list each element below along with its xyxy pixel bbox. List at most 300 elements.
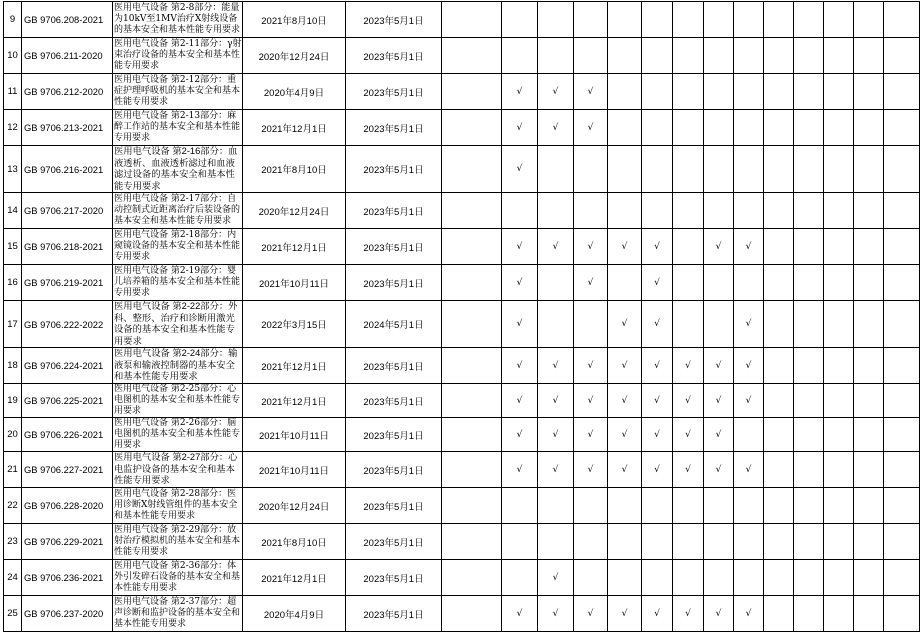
standard-number: GB 9706.216-2021 — [22, 146, 113, 193]
check-cell — [502, 2, 538, 38]
check-cell — [538, 524, 574, 560]
check-cell — [704, 110, 734, 146]
check-cell — [734, 418, 764, 452]
check-mark-icon: √ — [502, 384, 538, 418]
standard-number: GB 9706.208-2021 — [22, 2, 113, 38]
blank-cell — [442, 2, 502, 38]
check-cell — [642, 524, 673, 560]
table-row — [4, 146, 920, 193]
check-mark-icon: √ — [502, 265, 538, 301]
table-row — [4, 301, 920, 348]
standard-number: GB 9706.225-2021 — [22, 384, 113, 418]
check-cell — [854, 301, 884, 348]
standard-name: 医用电气设备 第2-28部分：医用诊断X射线管组件的基本安全和基本性能专用要求 — [113, 488, 243, 524]
check-cell — [642, 38, 673, 74]
table-row — [4, 38, 920, 74]
blank-cell — [442, 301, 502, 348]
check-cell — [794, 2, 824, 38]
check-cell — [794, 193, 824, 229]
check-cell — [704, 193, 734, 229]
check-mark-icon: √ — [502, 110, 538, 146]
check-mark-icon: √ — [704, 229, 734, 265]
check-cell — [642, 488, 673, 524]
check-cell — [884, 524, 920, 560]
table-row — [4, 110, 920, 146]
check-cell — [704, 265, 734, 301]
row-number: 10 — [4, 38, 22, 74]
check-cell — [824, 74, 854, 110]
check-mark-icon: √ — [502, 452, 538, 488]
standard-name: 医用电气设备 第2-11部分：γ射束治疗设备的基本安全和基本性能专用要求 — [113, 38, 243, 74]
check-mark-icon: √ — [538, 452, 574, 488]
check-cell — [502, 193, 538, 229]
issue-date: 2021年12月1日 — [243, 229, 346, 265]
check-mark-icon: √ — [642, 265, 673, 301]
check-cell — [824, 452, 854, 488]
blank-cell — [442, 418, 502, 452]
table-row — [4, 418, 920, 452]
standard-number: GB 9706.226-2021 — [22, 418, 113, 452]
standard-number: GB 9706.213-2021 — [22, 110, 113, 146]
check-cell — [824, 229, 854, 265]
check-cell — [884, 38, 920, 74]
check-cell — [824, 110, 854, 146]
standard-name: 医用电气设备 第2-25部分：心电图机的基本安全和基本性能专用要求 — [113, 384, 243, 418]
check-cell — [574, 193, 608, 229]
check-cell — [734, 560, 764, 596]
table-row — [4, 524, 920, 560]
check-mark-icon: √ — [574, 265, 608, 301]
check-cell — [704, 38, 734, 74]
blank-cell — [442, 193, 502, 229]
check-cell — [794, 524, 824, 560]
check-mark-icon: √ — [574, 229, 608, 265]
standard-name: 医用电气设备 第2-13部分：麻醉工作站的基本安全和基本性能专用要求 — [113, 110, 243, 146]
issue-date: 2021年10月11日 — [243, 452, 346, 488]
check-cell — [884, 418, 920, 452]
check-cell — [854, 452, 884, 488]
check-mark-icon: √ — [734, 384, 764, 418]
check-cell — [502, 488, 538, 524]
standard-name: 医用电气设备 第2-19部分：婴儿培养箱的基本安全和基本性能专用要求 — [113, 265, 243, 301]
issue-date: 2021年12月1日 — [243, 348, 346, 384]
check-cell — [538, 488, 574, 524]
blank-cell — [442, 384, 502, 418]
effective-date: 2023年5月1日 — [346, 384, 442, 418]
check-mark-icon: √ — [608, 384, 642, 418]
check-cell — [824, 488, 854, 524]
check-cell — [794, 560, 824, 596]
check-cell — [764, 524, 794, 560]
check-cell — [764, 301, 794, 348]
check-cell — [854, 110, 884, 146]
check-cell — [884, 596, 920, 632]
check-mark-icon: √ — [538, 560, 574, 596]
standard-name: 医用电气设备 第2-36部分：体外引发碎石设备的基本安全和基本性能专用要求 — [113, 560, 243, 596]
standard-name: 医用电气设备 第2-12部分：重症护理呼吸机的基本安全和基本性能专用要求 — [113, 74, 243, 110]
check-cell — [794, 596, 824, 632]
check-mark-icon: √ — [574, 110, 608, 146]
check-mark-icon: √ — [502, 596, 538, 632]
standard-number: GB 9706.237-2020 — [22, 596, 113, 632]
check-mark-icon: √ — [642, 452, 673, 488]
check-mark-icon: √ — [574, 452, 608, 488]
check-cell — [574, 488, 608, 524]
check-cell — [884, 348, 920, 384]
check-cell — [673, 265, 704, 301]
check-cell — [884, 265, 920, 301]
check-mark-icon: √ — [574, 596, 608, 632]
check-cell — [884, 301, 920, 348]
check-cell — [794, 38, 824, 74]
check-mark-icon: √ — [502, 146, 538, 193]
check-cell — [884, 229, 920, 265]
check-cell — [884, 110, 920, 146]
standard-name: 医用电气设备 第2-17部分：自动控制式近距离治疗后装设备的基本安全和基本性能专用要求 — [113, 193, 243, 229]
check-cell — [574, 38, 608, 74]
effective-date: 2023年5月1日 — [346, 193, 442, 229]
check-cell — [824, 524, 854, 560]
check-cell — [704, 524, 734, 560]
issue-date: 2021年8月10日 — [243, 146, 346, 193]
effective-date: 2023年5月1日 — [346, 229, 442, 265]
row-number: 23 — [4, 524, 22, 560]
check-cell — [824, 348, 854, 384]
table-row — [4, 265, 920, 301]
check-cell — [704, 301, 734, 348]
check-mark-icon: √ — [734, 229, 764, 265]
row-number: 22 — [4, 488, 22, 524]
standard-name: 医用电气设备 第2-16部分：血液透析、血液透析滤过和血液滤过设备的基本安全和基本性能专用要求 — [113, 146, 243, 193]
effective-date: 2023年5月1日 — [346, 560, 442, 596]
check-mark-icon: √ — [538, 74, 574, 110]
check-cell — [642, 2, 673, 38]
issue-date: 2022年3月15日 — [243, 301, 346, 348]
check-mark-icon: √ — [673, 384, 704, 418]
standard-name: 医用电气设备 第2-18部分：内窥镜设备的基本安全和基本性能专用要求 — [113, 229, 243, 265]
standard-name: 医用电气设备 第2-24部分：输液泵和输液控制器的基本安全和基本性能专用要求 — [113, 348, 243, 384]
check-mark-icon: √ — [538, 596, 574, 632]
check-cell — [854, 229, 884, 265]
check-cell — [824, 384, 854, 418]
check-cell — [764, 418, 794, 452]
standard-number: GB 9706.219-2021 — [22, 265, 113, 301]
issue-date: 2021年10月11日 — [243, 265, 346, 301]
check-cell — [764, 560, 794, 596]
blank-cell — [442, 348, 502, 384]
check-mark-icon: √ — [574, 74, 608, 110]
check-cell — [704, 2, 734, 38]
issue-date: 2020年12月24日 — [243, 488, 346, 524]
table-row — [4, 2, 920, 38]
check-cell — [794, 265, 824, 301]
check-cell — [538, 193, 574, 229]
check-cell — [764, 110, 794, 146]
check-cell — [854, 418, 884, 452]
check-mark-icon: √ — [538, 229, 574, 265]
effective-date: 2023年5月1日 — [346, 2, 442, 38]
check-cell — [824, 301, 854, 348]
check-cell — [794, 348, 824, 384]
check-cell — [642, 560, 673, 596]
check-mark-icon: √ — [538, 418, 574, 452]
effective-date: 2023年5月1日 — [346, 348, 442, 384]
check-cell — [824, 193, 854, 229]
table-row — [4, 596, 920, 632]
check-mark-icon: √ — [704, 348, 734, 384]
check-cell — [794, 384, 824, 418]
check-cell — [642, 146, 673, 193]
standard-number: GB 9706.227-2021 — [22, 452, 113, 488]
check-cell — [673, 146, 704, 193]
check-mark-icon: √ — [502, 348, 538, 384]
row-number: 21 — [4, 452, 22, 488]
check-mark-icon: √ — [538, 110, 574, 146]
check-cell — [734, 265, 764, 301]
check-cell — [884, 452, 920, 488]
check-mark-icon: √ — [734, 596, 764, 632]
standard-number: GB 9706.224-2021 — [22, 348, 113, 384]
check-cell — [673, 560, 704, 596]
check-cell — [884, 384, 920, 418]
issue-date: 2021年8月10日 — [243, 2, 346, 38]
check-cell — [824, 146, 854, 193]
check-cell — [538, 265, 574, 301]
standard-number: GB 9706.211-2020 — [22, 38, 113, 74]
check-mark-icon: √ — [608, 301, 642, 348]
check-mark-icon: √ — [704, 596, 734, 632]
check-cell — [854, 596, 884, 632]
check-cell — [764, 596, 794, 632]
check-cell — [884, 146, 920, 193]
check-cell — [764, 229, 794, 265]
check-mark-icon: √ — [608, 418, 642, 452]
check-cell — [764, 488, 794, 524]
check-mark-icon: √ — [673, 452, 704, 488]
blank-cell — [442, 110, 502, 146]
row-number: 16 — [4, 265, 22, 301]
standard-name: 医用电气设备 第2-26部分：脑电图机的基本安全和基本性能专用要求 — [113, 418, 243, 452]
effective-date: 2023年5月1日 — [346, 452, 442, 488]
check-cell — [734, 110, 764, 146]
check-cell — [608, 193, 642, 229]
standard-number: GB 9706.212-2020 — [22, 74, 113, 110]
check-cell — [642, 110, 673, 146]
check-cell — [673, 110, 704, 146]
standard-number: GB 9706.236-2021 — [22, 560, 113, 596]
blank-cell — [442, 596, 502, 632]
check-cell — [764, 38, 794, 74]
check-cell — [673, 193, 704, 229]
check-cell — [824, 560, 854, 596]
standards-table — [3, 1, 920, 632]
check-cell — [764, 452, 794, 488]
check-cell — [673, 74, 704, 110]
check-mark-icon: √ — [608, 348, 642, 384]
check-cell — [884, 560, 920, 596]
check-mark-icon: √ — [642, 596, 673, 632]
effective-date: 2023年5月1日 — [346, 524, 442, 560]
check-cell — [734, 2, 764, 38]
row-number: 25 — [4, 596, 22, 632]
check-cell — [854, 524, 884, 560]
check-mark-icon: √ — [704, 418, 734, 452]
check-mark-icon: √ — [538, 348, 574, 384]
row-number: 15 — [4, 229, 22, 265]
blank-cell — [442, 488, 502, 524]
table-row — [4, 74, 920, 110]
effective-date: 2023年5月1日 — [346, 74, 442, 110]
check-cell — [673, 301, 704, 348]
check-cell — [824, 38, 854, 74]
check-mark-icon: √ — [673, 418, 704, 452]
check-mark-icon: √ — [502, 301, 538, 348]
check-cell — [824, 2, 854, 38]
check-cell — [764, 2, 794, 38]
check-cell — [608, 524, 642, 560]
check-cell — [734, 488, 764, 524]
row-number: 20 — [4, 418, 22, 452]
check-mark-icon: √ — [642, 301, 673, 348]
effective-date: 2023年5月1日 — [346, 146, 442, 193]
blank-cell — [442, 524, 502, 560]
check-cell — [794, 229, 824, 265]
check-mark-icon: √ — [673, 596, 704, 632]
check-cell — [574, 560, 608, 596]
check-cell — [794, 418, 824, 452]
check-cell — [673, 2, 704, 38]
row-number: 19 — [4, 384, 22, 418]
check-cell — [854, 488, 884, 524]
check-cell — [854, 146, 884, 193]
effective-date: 2023年5月1日 — [346, 110, 442, 146]
check-mark-icon: √ — [642, 384, 673, 418]
check-cell — [608, 265, 642, 301]
row-number: 17 — [4, 301, 22, 348]
check-mark-icon: √ — [734, 301, 764, 348]
check-cell — [764, 146, 794, 193]
check-cell — [794, 110, 824, 146]
row-number: 18 — [4, 348, 22, 384]
check-mark-icon: √ — [574, 348, 608, 384]
standard-name: 医用电气设备 第2-29部分：放射治疗模拟机的基本安全和基本性能专用要求 — [113, 524, 243, 560]
table-row — [4, 384, 920, 418]
check-mark-icon: √ — [608, 596, 642, 632]
check-cell — [608, 488, 642, 524]
standard-number: GB 9706.229-2021 — [22, 524, 113, 560]
issue-date: 2021年12月1日 — [243, 110, 346, 146]
effective-date: 2024年5月1日 — [346, 301, 442, 348]
standard-number: GB 9706.228-2020 — [22, 488, 113, 524]
check-cell — [764, 384, 794, 418]
check-mark-icon: √ — [502, 229, 538, 265]
table-row — [4, 452, 920, 488]
check-mark-icon: √ — [642, 229, 673, 265]
row-number: 13 — [4, 146, 22, 193]
check-cell — [673, 38, 704, 74]
check-cell — [764, 74, 794, 110]
check-cell — [673, 524, 704, 560]
row-number: 11 — [4, 74, 22, 110]
standard-name: 医用电气设备 第2-22部分：外科、整形、治疗和诊断用激光设备的基本安全和基本性能专用要求 — [113, 301, 243, 348]
issue-date: 2020年12月24日 — [243, 193, 346, 229]
check-cell — [794, 301, 824, 348]
check-mark-icon: √ — [502, 74, 538, 110]
check-cell — [538, 146, 574, 193]
check-cell — [884, 193, 920, 229]
check-cell — [824, 265, 854, 301]
check-cell — [854, 38, 884, 74]
check-cell — [794, 74, 824, 110]
check-cell — [854, 193, 884, 229]
check-cell — [704, 560, 734, 596]
row-number: 24 — [4, 560, 22, 596]
check-cell — [734, 193, 764, 229]
check-cell — [642, 193, 673, 229]
row-number: 9 — [4, 2, 22, 38]
check-cell — [734, 146, 764, 193]
check-cell — [608, 110, 642, 146]
blank-cell — [442, 265, 502, 301]
check-cell — [854, 2, 884, 38]
check-cell — [734, 524, 764, 560]
check-cell — [824, 596, 854, 632]
check-cell — [794, 452, 824, 488]
blank-cell — [442, 74, 502, 110]
check-mark-icon: √ — [704, 384, 734, 418]
check-cell — [642, 74, 673, 110]
check-mark-icon: √ — [608, 452, 642, 488]
check-cell — [673, 229, 704, 265]
check-cell — [794, 488, 824, 524]
effective-date: 2023年5月1日 — [346, 596, 442, 632]
check-mark-icon: √ — [673, 348, 704, 384]
effective-date: 2023年5月1日 — [346, 418, 442, 452]
issue-date: 2021年12月1日 — [243, 384, 346, 418]
row-number: 12 — [4, 110, 22, 146]
check-cell — [824, 418, 854, 452]
check-cell — [574, 2, 608, 38]
check-cell — [884, 74, 920, 110]
check-cell — [794, 146, 824, 193]
check-cell — [574, 146, 608, 193]
table-row — [4, 193, 920, 229]
check-mark-icon: √ — [574, 418, 608, 452]
check-cell — [502, 560, 538, 596]
blank-cell — [442, 560, 502, 596]
table-row — [4, 488, 920, 524]
effective-date: 2023年5月1日 — [346, 265, 442, 301]
effective-date: 2023年5月1日 — [346, 488, 442, 524]
issue-date: 2021年8月10日 — [243, 524, 346, 560]
check-cell — [538, 2, 574, 38]
issue-date: 2020年4月9日 — [243, 74, 346, 110]
issue-date: 2020年12月24日 — [243, 38, 346, 74]
check-cell — [884, 2, 920, 38]
check-cell — [854, 348, 884, 384]
check-cell — [574, 524, 608, 560]
check-mark-icon: √ — [734, 348, 764, 384]
check-mark-icon: √ — [734, 452, 764, 488]
standard-number: GB 9706.217-2020 — [22, 193, 113, 229]
check-cell — [764, 193, 794, 229]
check-cell — [854, 74, 884, 110]
blank-cell — [442, 229, 502, 265]
check-cell — [574, 301, 608, 348]
check-cell — [502, 38, 538, 74]
check-cell — [673, 488, 704, 524]
table-row — [4, 348, 920, 384]
